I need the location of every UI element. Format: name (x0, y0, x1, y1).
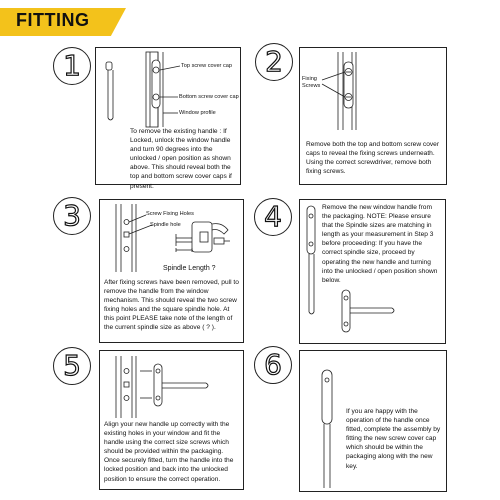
step-4-number: 4 (254, 198, 292, 236)
top-screw-cover-cap-label: Top screw cover cap (181, 63, 232, 69)
step-3-number: 3 (53, 197, 91, 235)
spindle-length-label: Spindle Length ? (163, 265, 216, 272)
step-1-number: 1 (53, 47, 91, 85)
page-title: FITTING (16, 10, 90, 30)
spindle-hole-label: Spindle hole (150, 222, 181, 228)
step-4-instructions: Remove the new window handle from the packaging. NOTE: Please ensure that the Spindle sizes are matching in length as your measurement in Step 3 before proceeding: If you have the correct spindle size, proceed by operating the new handle and turning into the unlocked / open position shown below. (322, 204, 438, 284)
step-5-instructions: Align your new handle up correctly with the existing holes in your window and fit the handle using the correct size screws which should be provided within the packaging. Once securely fitted, turn the handle into the locked position and back into the unlocked position to ensure the correct operation. (104, 421, 234, 483)
step-1-instructions: To remove the existing handle : If Locked, unlock the window handle and turn 90 degrees into the unlocked / open position as shown above. This should reveal both the top and bottom screw cover caps if present. (130, 128, 232, 190)
window-profile-label: Window profile (179, 110, 216, 116)
bottom-screw-cover-cap-label: Bottom screw cover cap (179, 94, 239, 100)
step-3-instructions: After fixing screws have been removed, pull to remove the handle from the window mechanism. This should reveal the two screw fixing holes and the square spindle hole. At this point PLEASE take note of the length of the current spindle size as above ( ? ). (104, 279, 239, 332)
fixing-screws-label: Fixing Screws (302, 76, 321, 89)
step-2-instructions: Remove both the top and bottom screw cover caps to reveal the fixing screws underneath. Using the correct screwdriver, remove both fixing screws. (306, 141, 440, 176)
step-5-number: 5 (53, 347, 91, 385)
step-6-number: 6 (254, 346, 292, 384)
step-6-instructions: If you are happy with the operation of the handle once fitted, complete the assembly by fitting the new screw cover cap which should be within the packaging along with the new key. (346, 408, 441, 470)
step-2-number: 2 (255, 43, 293, 81)
screw-fixing-holes-label: Screw Fixing Holes (146, 211, 194, 217)
